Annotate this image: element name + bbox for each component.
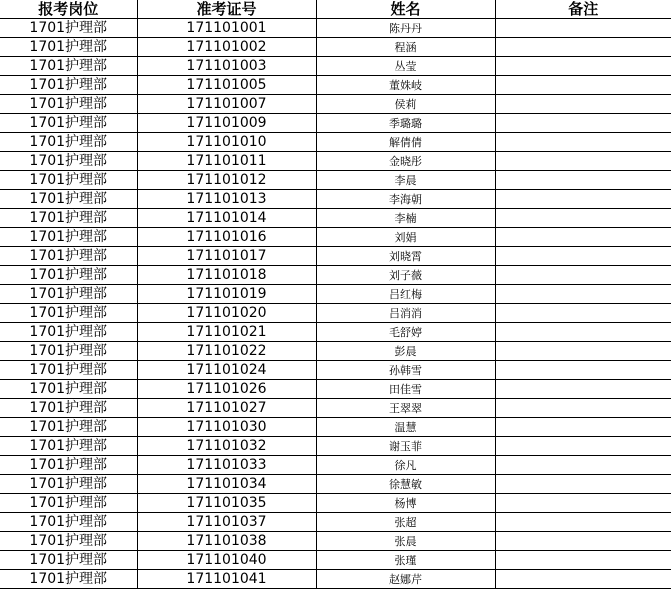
cell-note [495, 418, 671, 437]
cell-name: 谢玉菲 [316, 437, 495, 456]
cell-name: 彭晨 [316, 342, 495, 361]
cell-position: 1701护理部 [0, 418, 137, 437]
table-row [0, 247, 671, 266]
cell-exam-no: 171101037 [137, 513, 316, 532]
cell-exam-no: 171101016 [137, 228, 316, 247]
cell-exam-no: 171101035 [137, 494, 316, 513]
table-row [0, 456, 671, 475]
cell-exam-no: 171101022 [137, 342, 316, 361]
cell-name: 吕消消 [316, 304, 495, 323]
table-row [0, 152, 671, 171]
table-row [0, 171, 671, 190]
cell-name: 李楠 [316, 209, 495, 228]
cell-exam-no: 171101030 [137, 418, 316, 437]
cell-note [495, 171, 671, 190]
cell-exam-no: 171101001 [137, 19, 316, 38]
cell-note [495, 38, 671, 57]
cell-position: 1701护理部 [0, 304, 137, 323]
cell-exam-no: 171101012 [137, 171, 316, 190]
table-row [0, 95, 671, 114]
cell-position: 1701护理部 [0, 456, 137, 475]
cell-position: 1701护理部 [0, 38, 137, 57]
cell-name: 张晨 [316, 532, 495, 551]
cell-note [495, 114, 671, 133]
cell-name: 田佳雪 [316, 380, 495, 399]
cell-name: 刘子薇 [316, 266, 495, 285]
cell-position: 1701护理部 [0, 57, 137, 76]
cell-position: 1701护理部 [0, 285, 137, 304]
cell-position: 1701护理部 [0, 228, 137, 247]
cell-name: 陈丹丹 [316, 19, 495, 38]
cell-name: 刘晓霄 [316, 247, 495, 266]
cell-name: 解倩倩 [316, 133, 495, 152]
cell-note [495, 551, 671, 570]
cell-name: 丛莹 [316, 57, 495, 76]
cell-exam-no: 171101021 [137, 323, 316, 342]
cell-exam-no: 171101005 [137, 76, 316, 95]
cell-note [495, 513, 671, 532]
cell-position: 1701护理部 [0, 209, 137, 228]
table-row [0, 532, 671, 551]
cell-name: 杨博 [316, 494, 495, 513]
cell-position: 1701护理部 [0, 133, 137, 152]
cell-name: 徐慧敏 [316, 475, 495, 494]
header-name: 姓名 [316, 0, 495, 19]
cell-name: 孙韩雪 [316, 361, 495, 380]
cell-exam-no: 171101003 [137, 57, 316, 76]
cell-position: 1701护理部 [0, 494, 137, 513]
cell-name: 季璐璐 [316, 114, 495, 133]
cell-exam-no: 171101040 [137, 551, 316, 570]
cell-exam-no: 171101014 [137, 209, 316, 228]
cell-name: 张超 [316, 513, 495, 532]
table-row [0, 513, 671, 532]
cell-name: 毛舒婷 [316, 323, 495, 342]
table-row [0, 285, 671, 304]
cell-position: 1701护理部 [0, 171, 137, 190]
cell-note [495, 437, 671, 456]
table-row [0, 342, 671, 361]
cell-note [495, 361, 671, 380]
cell-note [495, 494, 671, 513]
cell-note [495, 95, 671, 114]
table-row [0, 133, 671, 152]
header-note: 备注 [495, 0, 671, 19]
cell-exam-no: 171101011 [137, 152, 316, 171]
cell-note [495, 228, 671, 247]
cell-note [495, 456, 671, 475]
cell-exam-no: 171101013 [137, 190, 316, 209]
cell-name: 刘娟 [316, 228, 495, 247]
cell-position: 1701护理部 [0, 247, 137, 266]
cell-note [495, 323, 671, 342]
cell-position: 1701护理部 [0, 399, 137, 418]
table-row [0, 228, 671, 247]
cell-note [495, 133, 671, 152]
cell-exam-no: 171101018 [137, 266, 316, 285]
cell-note [495, 190, 671, 209]
cell-note [495, 152, 671, 171]
cell-name: 吕红梅 [316, 285, 495, 304]
table-row [0, 190, 671, 209]
table-row [0, 418, 671, 437]
cell-name: 赵娜芹 [316, 570, 495, 589]
cell-position: 1701护理部 [0, 437, 137, 456]
cell-position: 1701护理部 [0, 475, 137, 494]
cell-exam-no: 171101038 [137, 532, 316, 551]
cell-name: 金晓彤 [316, 152, 495, 171]
table-row [0, 570, 671, 589]
cell-exam-no: 171101010 [137, 133, 316, 152]
table-row [0, 266, 671, 285]
cell-position: 1701护理部 [0, 266, 137, 285]
cell-note [495, 247, 671, 266]
table-row [0, 361, 671, 380]
cell-note [495, 570, 671, 589]
cell-exam-no: 171101002 [137, 38, 316, 57]
table-row [0, 57, 671, 76]
cell-position: 1701护理部 [0, 513, 137, 532]
cell-note [495, 304, 671, 323]
cell-name: 侯莉 [316, 95, 495, 114]
cell-name: 徐凡 [316, 456, 495, 475]
table-row [0, 323, 671, 342]
cell-note [495, 209, 671, 228]
table-row [0, 76, 671, 95]
cell-name: 李海朝 [316, 190, 495, 209]
cell-name: 张瑾 [316, 551, 495, 570]
cell-note [495, 342, 671, 361]
cell-exam-no: 171101041 [137, 570, 316, 589]
cell-exam-no: 171101009 [137, 114, 316, 133]
cell-exam-no: 171101033 [137, 456, 316, 475]
cell-position: 1701护理部 [0, 532, 137, 551]
header-row [0, 0, 671, 19]
cell-note [495, 532, 671, 551]
cell-exam-no: 171101017 [137, 247, 316, 266]
cell-name: 王翠翠 [316, 399, 495, 418]
table-row [0, 494, 671, 513]
cell-note [495, 380, 671, 399]
header-position: 报考岗位 [0, 0, 137, 19]
cell-note [495, 285, 671, 304]
cell-position: 1701护理部 [0, 380, 137, 399]
table-row [0, 304, 671, 323]
table-row [0, 380, 671, 399]
cell-exam-no: 171101020 [137, 304, 316, 323]
table-row [0, 475, 671, 494]
cell-position: 1701护理部 [0, 551, 137, 570]
cell-exam-no: 171101019 [137, 285, 316, 304]
cell-note [495, 57, 671, 76]
cell-position: 1701护理部 [0, 323, 137, 342]
cell-note [495, 19, 671, 38]
cell-name: 温慧 [316, 418, 495, 437]
cell-position: 1701护理部 [0, 570, 137, 589]
cell-exam-no: 171101032 [137, 437, 316, 456]
cell-position: 1701护理部 [0, 95, 137, 114]
cell-name: 程涵 [316, 38, 495, 57]
cell-position: 1701护理部 [0, 190, 137, 209]
cell-exam-no: 171101024 [137, 361, 316, 380]
cell-position: 1701护理部 [0, 76, 137, 95]
table-row [0, 38, 671, 57]
cell-position: 1701护理部 [0, 361, 137, 380]
table-row [0, 114, 671, 133]
cell-exam-no: 171101027 [137, 399, 316, 418]
header-exam-no: 准考证号 [137, 0, 316, 19]
cell-position: 1701护理部 [0, 152, 137, 171]
cell-position: 1701护理部 [0, 19, 137, 38]
cell-exam-no: 171101034 [137, 475, 316, 494]
table-body [0, 19, 671, 589]
cell-note [495, 266, 671, 285]
cell-note [495, 475, 671, 494]
table-row [0, 19, 671, 38]
cell-name: 李晨 [316, 171, 495, 190]
cell-name: 董姝岐 [316, 76, 495, 95]
table-row [0, 399, 671, 418]
cell-note [495, 399, 671, 418]
cell-position: 1701护理部 [0, 342, 137, 361]
cell-note [495, 76, 671, 95]
cell-exam-no: 171101007 [137, 95, 316, 114]
table-row [0, 437, 671, 456]
cell-exam-no: 171101026 [137, 380, 316, 399]
cell-position: 1701护理部 [0, 114, 137, 133]
table-row [0, 209, 671, 228]
table-row [0, 551, 671, 570]
